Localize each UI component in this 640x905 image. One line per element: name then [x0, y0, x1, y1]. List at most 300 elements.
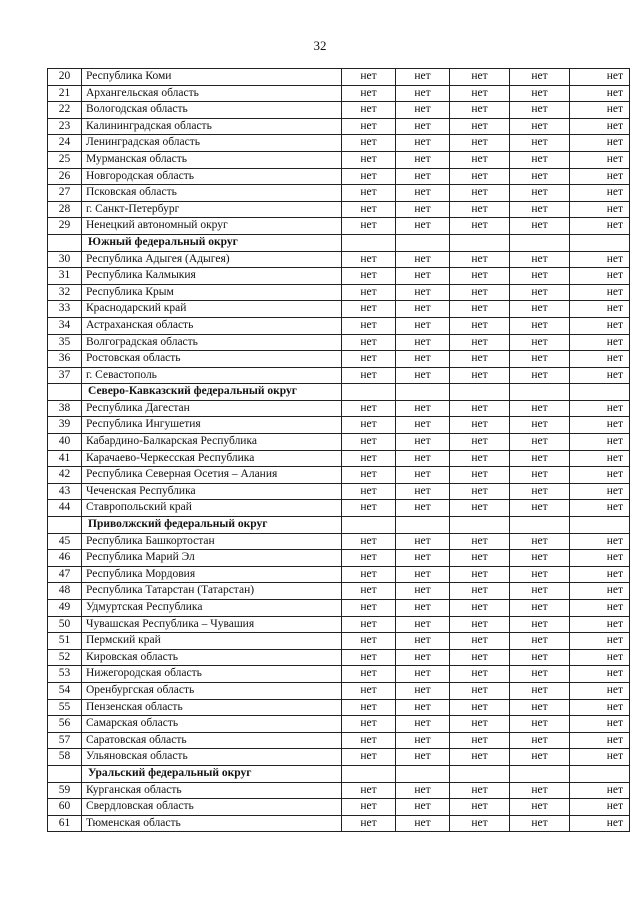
row-number: 54 — [48, 682, 82, 699]
row-number: 60 — [48, 799, 82, 816]
region-name: Чеченская Республика — [82, 483, 342, 500]
row-number: 41 — [48, 450, 82, 467]
region-name: Курганская область — [82, 782, 342, 799]
row-number: 23 — [48, 118, 82, 135]
table-row — [48, 583, 630, 600]
value-cell: нет — [450, 268, 510, 285]
value-cell: нет — [570, 666, 630, 683]
value-cell: нет — [450, 102, 510, 119]
value-cell: нет — [570, 616, 630, 633]
region-name: Саратовская область — [82, 732, 342, 749]
value-cell: нет — [396, 467, 450, 484]
region-name: Республика Татарстан (Татарстан) — [82, 583, 342, 600]
value-cell: нет — [450, 732, 510, 749]
value-cell: нет — [570, 334, 630, 351]
table-row — [48, 616, 630, 633]
value-cell: нет — [342, 351, 396, 368]
region-name: Ростовская область — [82, 351, 342, 368]
table-row — [48, 284, 630, 301]
region-name: Калининградская область — [82, 118, 342, 135]
value-cell: нет — [510, 367, 570, 384]
value-cell: нет — [396, 483, 450, 500]
value-cell: нет — [396, 317, 450, 334]
value-cell: нет — [570, 550, 630, 567]
value-cell: нет — [510, 118, 570, 135]
row-number: 36 — [48, 351, 82, 368]
value-cell: нет — [396, 301, 450, 318]
value-cell: нет — [510, 450, 570, 467]
row-number: 45 — [48, 533, 82, 550]
value-cell: нет — [510, 168, 570, 185]
value-cell: нет — [570, 799, 630, 816]
value-cell: нет — [510, 600, 570, 617]
value-cell: нет — [396, 400, 450, 417]
value-cell: нет — [570, 185, 630, 202]
value-cell: нет — [450, 682, 510, 699]
value-cell: нет — [396, 185, 450, 202]
value-cell: нет — [450, 135, 510, 152]
section-empty-cell — [450, 765, 510, 782]
value-cell: нет — [342, 168, 396, 185]
section-header-row — [48, 517, 630, 534]
value-cell: нет — [342, 400, 396, 417]
section-empty-cell — [570, 517, 630, 534]
section-empty-cell — [570, 234, 630, 251]
row-number: 43 — [48, 483, 82, 500]
value-cell: нет — [450, 417, 510, 434]
row-number: 32 — [48, 284, 82, 301]
region-name: Тюменская область — [82, 815, 342, 832]
value-cell: нет — [450, 434, 510, 451]
table-row — [48, 118, 630, 135]
value-cell: нет — [450, 467, 510, 484]
value-cell: нет — [450, 69, 510, 86]
row-number: 24 — [48, 135, 82, 152]
section-empty-cell — [450, 234, 510, 251]
value-cell: нет — [396, 600, 450, 617]
value-cell: нет — [570, 782, 630, 799]
table-row — [48, 301, 630, 318]
section-number-cell — [48, 765, 82, 782]
value-cell: нет — [396, 417, 450, 434]
region-name: Архангельская область — [82, 85, 342, 102]
region-name: Новгородская область — [82, 168, 342, 185]
value-cell: нет — [396, 649, 450, 666]
value-cell: нет — [342, 649, 396, 666]
row-number: 59 — [48, 782, 82, 799]
value-cell: нет — [510, 85, 570, 102]
region-name: Нижегородская область — [82, 666, 342, 683]
value-cell: нет — [570, 682, 630, 699]
value-cell: нет — [510, 550, 570, 567]
value-cell: нет — [396, 699, 450, 716]
value-cell: нет — [570, 732, 630, 749]
table-row — [48, 135, 630, 152]
value-cell: нет — [510, 334, 570, 351]
value-cell: нет — [396, 749, 450, 766]
value-cell: нет — [570, 317, 630, 334]
row-number: 39 — [48, 417, 82, 434]
value-cell: нет — [510, 151, 570, 168]
value-cell: нет — [450, 317, 510, 334]
value-cell: нет — [396, 218, 450, 235]
row-number: 20 — [48, 69, 82, 86]
value-cell: нет — [450, 367, 510, 384]
row-number: 21 — [48, 85, 82, 102]
value-cell: нет — [570, 450, 630, 467]
value-cell: нет — [510, 815, 570, 832]
value-cell: нет — [396, 334, 450, 351]
section-title: Приволжский федеральный округ — [82, 517, 342, 534]
table-row — [48, 450, 630, 467]
row-number: 49 — [48, 600, 82, 617]
row-number: 34 — [48, 317, 82, 334]
section-empty-cell — [342, 517, 396, 534]
value-cell: нет — [570, 135, 630, 152]
section-empty-cell — [450, 384, 510, 401]
row-number: 29 — [48, 218, 82, 235]
table-row — [48, 251, 630, 268]
value-cell: нет — [396, 69, 450, 86]
section-empty-cell — [510, 765, 570, 782]
value-cell: нет — [510, 799, 570, 816]
row-number: 56 — [48, 716, 82, 733]
value-cell: нет — [396, 284, 450, 301]
row-number: 53 — [48, 666, 82, 683]
section-empty-cell — [396, 384, 450, 401]
section-empty-cell — [570, 765, 630, 782]
value-cell: нет — [450, 749, 510, 766]
table-row — [48, 815, 630, 832]
value-cell: нет — [450, 301, 510, 318]
region-name: Пензенская область — [82, 699, 342, 716]
region-name: Вологодская область — [82, 102, 342, 119]
value-cell: нет — [342, 600, 396, 617]
value-cell: нет — [450, 815, 510, 832]
value-cell: нет — [570, 633, 630, 650]
region-name: Ненецкий автономный округ — [82, 218, 342, 235]
value-cell: нет — [510, 616, 570, 633]
value-cell: нет — [510, 500, 570, 517]
region-name: Удмуртская Республика — [82, 600, 342, 617]
value-cell: нет — [342, 782, 396, 799]
value-cell: нет — [450, 633, 510, 650]
region-name: Самарская область — [82, 716, 342, 733]
value-cell: нет — [570, 268, 630, 285]
value-cell: нет — [450, 666, 510, 683]
value-cell: нет — [342, 633, 396, 650]
value-cell: нет — [342, 583, 396, 600]
row-number: 51 — [48, 633, 82, 650]
value-cell: нет — [396, 666, 450, 683]
value-cell: нет — [450, 450, 510, 467]
value-cell: нет — [342, 69, 396, 86]
value-cell: нет — [342, 815, 396, 832]
table-row — [48, 417, 630, 434]
value-cell: нет — [450, 118, 510, 135]
value-cell: нет — [342, 268, 396, 285]
value-cell: нет — [510, 732, 570, 749]
value-cell: нет — [570, 118, 630, 135]
value-cell: нет — [510, 201, 570, 218]
value-cell: нет — [510, 434, 570, 451]
value-cell: нет — [570, 168, 630, 185]
value-cell: нет — [510, 351, 570, 368]
region-name: г. Санкт-Петербург — [82, 201, 342, 218]
section-empty-cell — [570, 384, 630, 401]
value-cell: нет — [510, 633, 570, 650]
value-cell: нет — [342, 716, 396, 733]
value-cell: нет — [342, 533, 396, 550]
region-name: Оренбургская область — [82, 682, 342, 699]
value-cell: нет — [510, 69, 570, 86]
value-cell: нет — [396, 782, 450, 799]
value-cell: нет — [396, 367, 450, 384]
value-cell: нет — [396, 135, 450, 152]
section-empty-cell — [510, 517, 570, 534]
regions-table — [47, 68, 630, 832]
value-cell: нет — [396, 500, 450, 517]
table-row — [48, 749, 630, 766]
section-header-row — [48, 234, 630, 251]
value-cell: нет — [342, 301, 396, 318]
row-number: 26 — [48, 168, 82, 185]
value-cell: нет — [342, 284, 396, 301]
value-cell: нет — [342, 334, 396, 351]
value-cell: нет — [510, 268, 570, 285]
row-number: 38 — [48, 400, 82, 417]
value-cell: нет — [570, 201, 630, 218]
section-title: Уральский федеральный округ — [82, 765, 342, 782]
value-cell: нет — [342, 799, 396, 816]
value-cell: нет — [342, 666, 396, 683]
value-cell: нет — [510, 782, 570, 799]
section-empty-cell — [396, 765, 450, 782]
value-cell: нет — [450, 616, 510, 633]
value-cell: нет — [342, 467, 396, 484]
value-cell: нет — [342, 450, 396, 467]
value-cell: нет — [570, 367, 630, 384]
value-cell: нет — [510, 317, 570, 334]
section-number-cell — [48, 384, 82, 401]
region-name: Астраханская область — [82, 317, 342, 334]
value-cell: нет — [510, 566, 570, 583]
section-empty-cell — [510, 384, 570, 401]
row-number: 52 — [48, 649, 82, 666]
value-cell: нет — [570, 400, 630, 417]
value-cell: нет — [510, 417, 570, 434]
value-cell: нет — [396, 251, 450, 268]
value-cell: нет — [510, 467, 570, 484]
section-empty-cell — [510, 234, 570, 251]
region-name: Республика Ингушетия — [82, 417, 342, 434]
row-number: 37 — [48, 367, 82, 384]
table-row — [48, 566, 630, 583]
value-cell: нет — [342, 550, 396, 567]
value-cell: нет — [450, 85, 510, 102]
region-name: Волгоградская область — [82, 334, 342, 351]
value-cell: нет — [396, 268, 450, 285]
region-name: Свердловская область — [82, 799, 342, 816]
value-cell: нет — [396, 815, 450, 832]
value-cell: нет — [570, 417, 630, 434]
table-row — [48, 666, 630, 683]
section-title: Южный федеральный округ — [82, 234, 342, 251]
row-number: 30 — [48, 251, 82, 268]
value-cell: нет — [570, 434, 630, 451]
value-cell: нет — [570, 583, 630, 600]
value-cell: нет — [450, 649, 510, 666]
table-row — [48, 201, 630, 218]
value-cell: нет — [342, 85, 396, 102]
row-number: 44 — [48, 500, 82, 517]
row-number: 58 — [48, 749, 82, 766]
value-cell: нет — [342, 749, 396, 766]
value-cell: нет — [342, 135, 396, 152]
table-row — [48, 483, 630, 500]
value-cell: нет — [342, 251, 396, 268]
value-cell: нет — [342, 218, 396, 235]
region-name: Республика Мордовия — [82, 566, 342, 583]
value-cell: нет — [510, 682, 570, 699]
table-row — [48, 351, 630, 368]
table-row — [48, 682, 630, 699]
row-number: 47 — [48, 566, 82, 583]
value-cell: нет — [396, 799, 450, 816]
value-cell: нет — [570, 749, 630, 766]
value-cell: нет — [450, 284, 510, 301]
row-number: 55 — [48, 699, 82, 716]
value-cell: нет — [510, 699, 570, 716]
value-cell: нет — [510, 583, 570, 600]
row-number: 33 — [48, 301, 82, 318]
value-cell: нет — [450, 218, 510, 235]
value-cell: нет — [570, 351, 630, 368]
value-cell: нет — [342, 566, 396, 583]
value-cell: нет — [570, 467, 630, 484]
region-name: Чувашская Республика – Чувашия — [82, 616, 342, 633]
value-cell: нет — [396, 434, 450, 451]
table-row — [48, 85, 630, 102]
value-cell: нет — [510, 102, 570, 119]
value-cell: нет — [342, 417, 396, 434]
value-cell: нет — [396, 550, 450, 567]
table-row — [48, 649, 630, 666]
value-cell: нет — [510, 749, 570, 766]
value-cell: нет — [342, 616, 396, 633]
region-name: Республика Калмыкия — [82, 268, 342, 285]
value-cell: нет — [450, 251, 510, 268]
row-number: 22 — [48, 102, 82, 119]
value-cell: нет — [450, 716, 510, 733]
region-name: Республика Северная Осетия – Алания — [82, 467, 342, 484]
value-cell: нет — [570, 566, 630, 583]
value-cell: нет — [570, 102, 630, 119]
value-cell: нет — [510, 218, 570, 235]
row-number: 25 — [48, 151, 82, 168]
table-row — [48, 334, 630, 351]
value-cell: нет — [450, 550, 510, 567]
section-empty-cell — [450, 517, 510, 534]
table-row — [48, 367, 630, 384]
value-cell: нет — [510, 284, 570, 301]
value-cell: нет — [570, 716, 630, 733]
value-cell: нет — [342, 682, 396, 699]
value-cell: нет — [510, 251, 570, 268]
value-cell: нет — [570, 533, 630, 550]
row-number: 31 — [48, 268, 82, 285]
value-cell: нет — [510, 400, 570, 417]
table-row — [48, 69, 630, 86]
value-cell: нет — [342, 367, 396, 384]
value-cell: нет — [570, 69, 630, 86]
section-number-cell — [48, 517, 82, 534]
region-name: Кировская область — [82, 649, 342, 666]
table-row — [48, 317, 630, 334]
value-cell: нет — [396, 682, 450, 699]
value-cell: нет — [510, 716, 570, 733]
region-name: Пермский край — [82, 633, 342, 650]
value-cell: нет — [570, 500, 630, 517]
table-row — [48, 732, 630, 749]
region-name: Республика Марий Эл — [82, 550, 342, 567]
value-cell: нет — [510, 649, 570, 666]
section-empty-cell — [342, 234, 396, 251]
value-cell: нет — [450, 782, 510, 799]
table-row — [48, 434, 630, 451]
region-name: Ленинградская область — [82, 135, 342, 152]
row-number: 40 — [48, 434, 82, 451]
value-cell: нет — [450, 334, 510, 351]
value-cell: нет — [570, 815, 630, 832]
row-number: 48 — [48, 583, 82, 600]
value-cell: нет — [450, 566, 510, 583]
table-row — [48, 600, 630, 617]
table-row — [48, 699, 630, 716]
value-cell: нет — [450, 151, 510, 168]
value-cell: нет — [396, 633, 450, 650]
table-row — [48, 185, 630, 202]
table-row — [48, 716, 630, 733]
region-name: Республика Башкортостан — [82, 533, 342, 550]
value-cell: нет — [450, 400, 510, 417]
value-cell: нет — [396, 201, 450, 218]
region-name: Республика Крым — [82, 284, 342, 301]
value-cell: нет — [342, 434, 396, 451]
table-row — [48, 550, 630, 567]
value-cell: нет — [570, 284, 630, 301]
value-cell: нет — [570, 85, 630, 102]
section-title: Северо-Кавказский федеральный округ — [82, 384, 342, 401]
table-row — [48, 799, 630, 816]
table-row — [48, 268, 630, 285]
section-empty-cell — [342, 765, 396, 782]
value-cell: нет — [396, 732, 450, 749]
region-name: Республика Дагестан — [82, 400, 342, 417]
row-number: 27 — [48, 185, 82, 202]
value-cell: нет — [342, 201, 396, 218]
value-cell: нет — [510, 533, 570, 550]
value-cell: нет — [510, 666, 570, 683]
value-cell: нет — [396, 616, 450, 633]
value-cell: нет — [396, 118, 450, 135]
value-cell: нет — [570, 699, 630, 716]
value-cell: нет — [450, 699, 510, 716]
row-number: 50 — [48, 616, 82, 633]
value-cell: нет — [570, 151, 630, 168]
table-row — [48, 400, 630, 417]
value-cell: нет — [450, 533, 510, 550]
